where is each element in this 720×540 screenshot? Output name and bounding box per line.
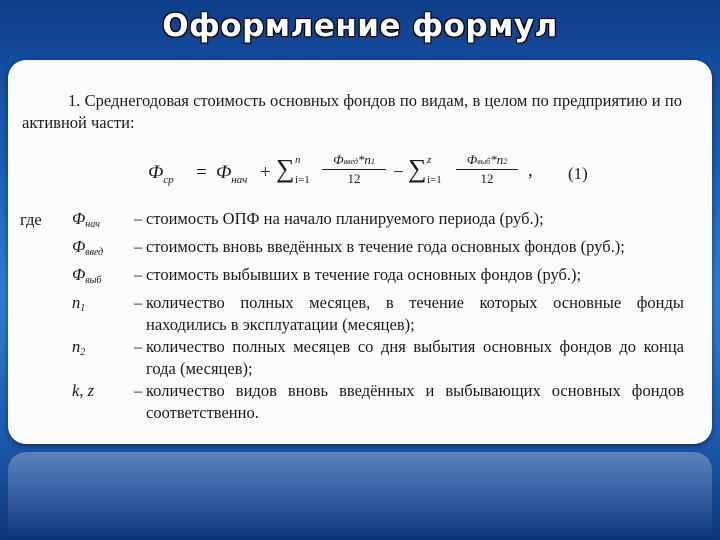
fraction-2-denominator: 12 (480, 171, 494, 186)
definition-symbol: n2 (72, 337, 86, 358)
formula-comma: , (528, 160, 533, 181)
definition-text: количество полных месяцев, в течение которых основные фонды находились в эксплуатации (месяцев); (146, 293, 684, 334)
formula-equals: = (196, 162, 207, 183)
definition-item: Фвыб – стоимость выбывших в течение года основных фондов (руб.); (72, 264, 684, 292)
intro-paragraph: 1. Среднегодовая стоимость основных фондов по видам, в целом по предприятию и по активной части: (22, 91, 682, 132)
fraction-1-denominator: 12 (347, 171, 361, 186)
definition-item: Фнач – стоимость ОПФ на начало планируемого периода (руб.); (72, 208, 684, 236)
formula (148, 152, 598, 194)
sigma-1-upper: n (295, 154, 301, 166)
sigma-1-lower: i=1 (295, 174, 310, 186)
definition-text: стоимость выбывших в течение года основных фондов (руб.); (146, 265, 582, 284)
definition-symbol: k, z (72, 381, 94, 400)
sigma-2-lower: i=1 (427, 174, 442, 186)
card-reflection (8, 452, 712, 540)
definitions-list (72, 208, 684, 424)
sigma-1: ∑ (276, 154, 295, 183)
definition-text: стоимость ОПФ на начало планируемого периода (руб.); (146, 209, 544, 228)
reflection-surface (8, 452, 712, 540)
definition-text: стоимость вновь введённых в течение года основных фондов (руб.); (146, 237, 625, 256)
definition-symbol: Фнач (72, 209, 100, 230)
definition-symbol: n1 (72, 293, 86, 314)
definition-symbol: Фввед (72, 237, 104, 258)
fraction-2-numerator: Фвыб*n2 (466, 152, 508, 167)
slide-title: Оформление формул (162, 8, 558, 44)
definition-item: n2 – количество полных месяцев со дня выбытия основных фондов до конца года (месяцев); (72, 337, 684, 378)
definition-item: Фввед – стоимость вновь введённых в течение года основных фондов (руб.); (72, 236, 684, 264)
content-card (8, 60, 712, 444)
sigma-2: ∑ (408, 154, 427, 183)
fraction-1-numerator: Фввед*n1 (333, 152, 375, 167)
equation-number: (1) (568, 164, 588, 183)
formula-plus: + (260, 162, 271, 183)
formula-lhs: $Ф_{ср}$ (148, 162, 174, 186)
definition-symbol: Фвыб (72, 265, 102, 286)
definition-text: количество видов вновь введённых и выбывающих основных фондов соответственно. (146, 381, 684, 422)
formula-minus: − (393, 162, 404, 183)
formula-term-initial: $Ф_{нач}$ (216, 162, 248, 186)
where-label: где (20, 210, 42, 229)
fraction-2 (456, 152, 518, 187)
fraction-1 (322, 152, 386, 187)
definition-text: количество полных месяцев со дня выбытия основных фондов до конца года (месяцев); (146, 337, 684, 378)
definition-item: k, z – количество видов вновь введённых и выбывающих основных фондов соответственно. (72, 381, 684, 422)
definition-item: n1 – количество полных месяцев, в течение которых основные фонды находились в эксплуатации (месяцев); (72, 293, 684, 334)
sigma-2-upper: z (427, 154, 432, 166)
